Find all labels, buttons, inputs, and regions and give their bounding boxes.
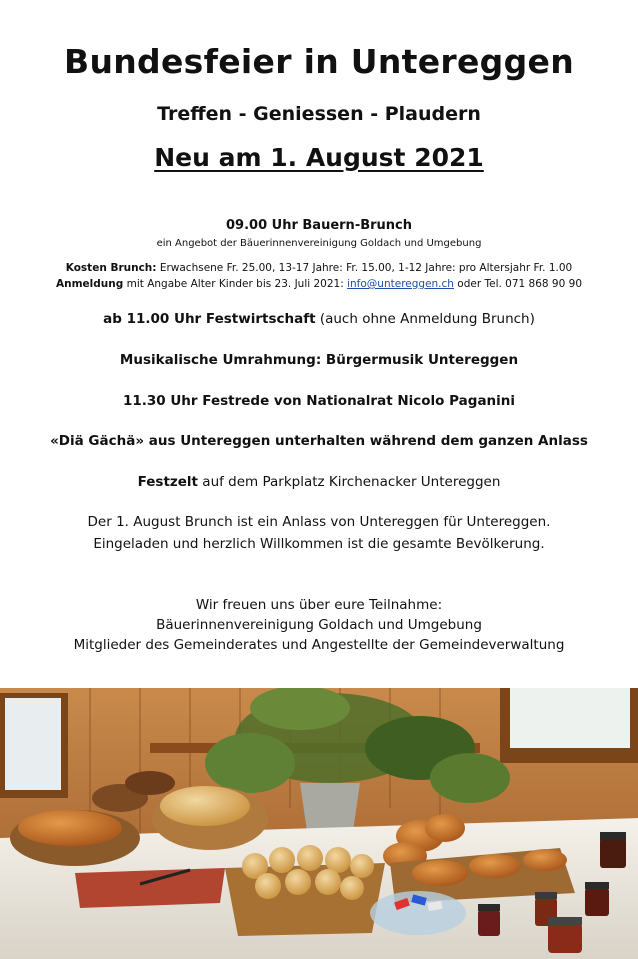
message-line-2: Eingeladen und herzlich Willkommen ist die gesamte Bevölkerung. bbox=[93, 536, 545, 552]
registration-text: mit Angabe Alter Kinder bis 23. Juli 2021: bbox=[123, 278, 348, 290]
date-highlight: Neu am 1. August 2021 bbox=[154, 143, 484, 172]
brunch-costs bbox=[0, 262, 638, 274]
message-line-1: Der 1. August Brunch ist ein Anlass von Untereggen für Untereggen. bbox=[87, 514, 551, 530]
left-window-glass bbox=[5, 698, 61, 790]
brunch-title: 09.00 Uhr Bauern-Brunch bbox=[226, 218, 412, 233]
brunch-buffet-photo bbox=[0, 688, 638, 959]
festwirtschaft-note: (auch ohne Anmeldung Brunch) bbox=[315, 311, 535, 327]
email-link[interactable]: info@untereggen.ch bbox=[347, 278, 454, 290]
festzelt-location: auf dem Parkplatz Kirchenacker Untereggen bbox=[198, 474, 501, 490]
brunch-registration bbox=[0, 278, 638, 290]
festwirtschaft-line bbox=[0, 311, 638, 327]
thanks-line-1: Wir freuen uns über eure Teilnahme: bbox=[195, 597, 443, 613]
cutting-board bbox=[75, 868, 225, 908]
thanks-line-2: Bäuerinnenvereinigung Goldach und Umgebung bbox=[156, 617, 482, 633]
subtitle: Treffen - Geniessen - Plaudern bbox=[157, 103, 481, 125]
page-title: Bundesfeier in Untereggen bbox=[64, 42, 574, 81]
music-line: Musikalische Umrahmung: Bürgermusik Untereggen bbox=[119, 352, 519, 368]
costs-text: Erwachsene Fr. 25.00, 13-17 Jahre: Fr. 15.00, 1-12 Jahre: pro Altersjahr Fr. 1.00 bbox=[156, 262, 573, 274]
speech-line: 11.30 Uhr Festrede von Nationalrat Nicolo Paganini bbox=[122, 393, 516, 409]
right-window-glass bbox=[510, 688, 630, 748]
costs-label: Kosten Brunch: bbox=[65, 262, 157, 274]
thanks-line-3: Mitglieder des Gemeinderates und Angestellte der Gemeindeverwaltung bbox=[73, 637, 565, 653]
brunch-organizer: ein Angebot der Bäuerinnenvereinigung Goldach und Umgebung bbox=[156, 238, 482, 249]
registration-phone: oder Tel. 071 868 90 90 bbox=[453, 278, 582, 290]
festzelt-line bbox=[0, 474, 638, 490]
band-line: «Diä Gächä» aus Untereggen unterhalten während dem ganzen Anlass bbox=[50, 433, 588, 449]
festwirtschaft-time: ab 11.00 Uhr Festwirtschaft bbox=[103, 311, 316, 327]
festzelt-label: Festzelt bbox=[137, 474, 198, 490]
registration-label: Anmeldung bbox=[56, 278, 124, 290]
